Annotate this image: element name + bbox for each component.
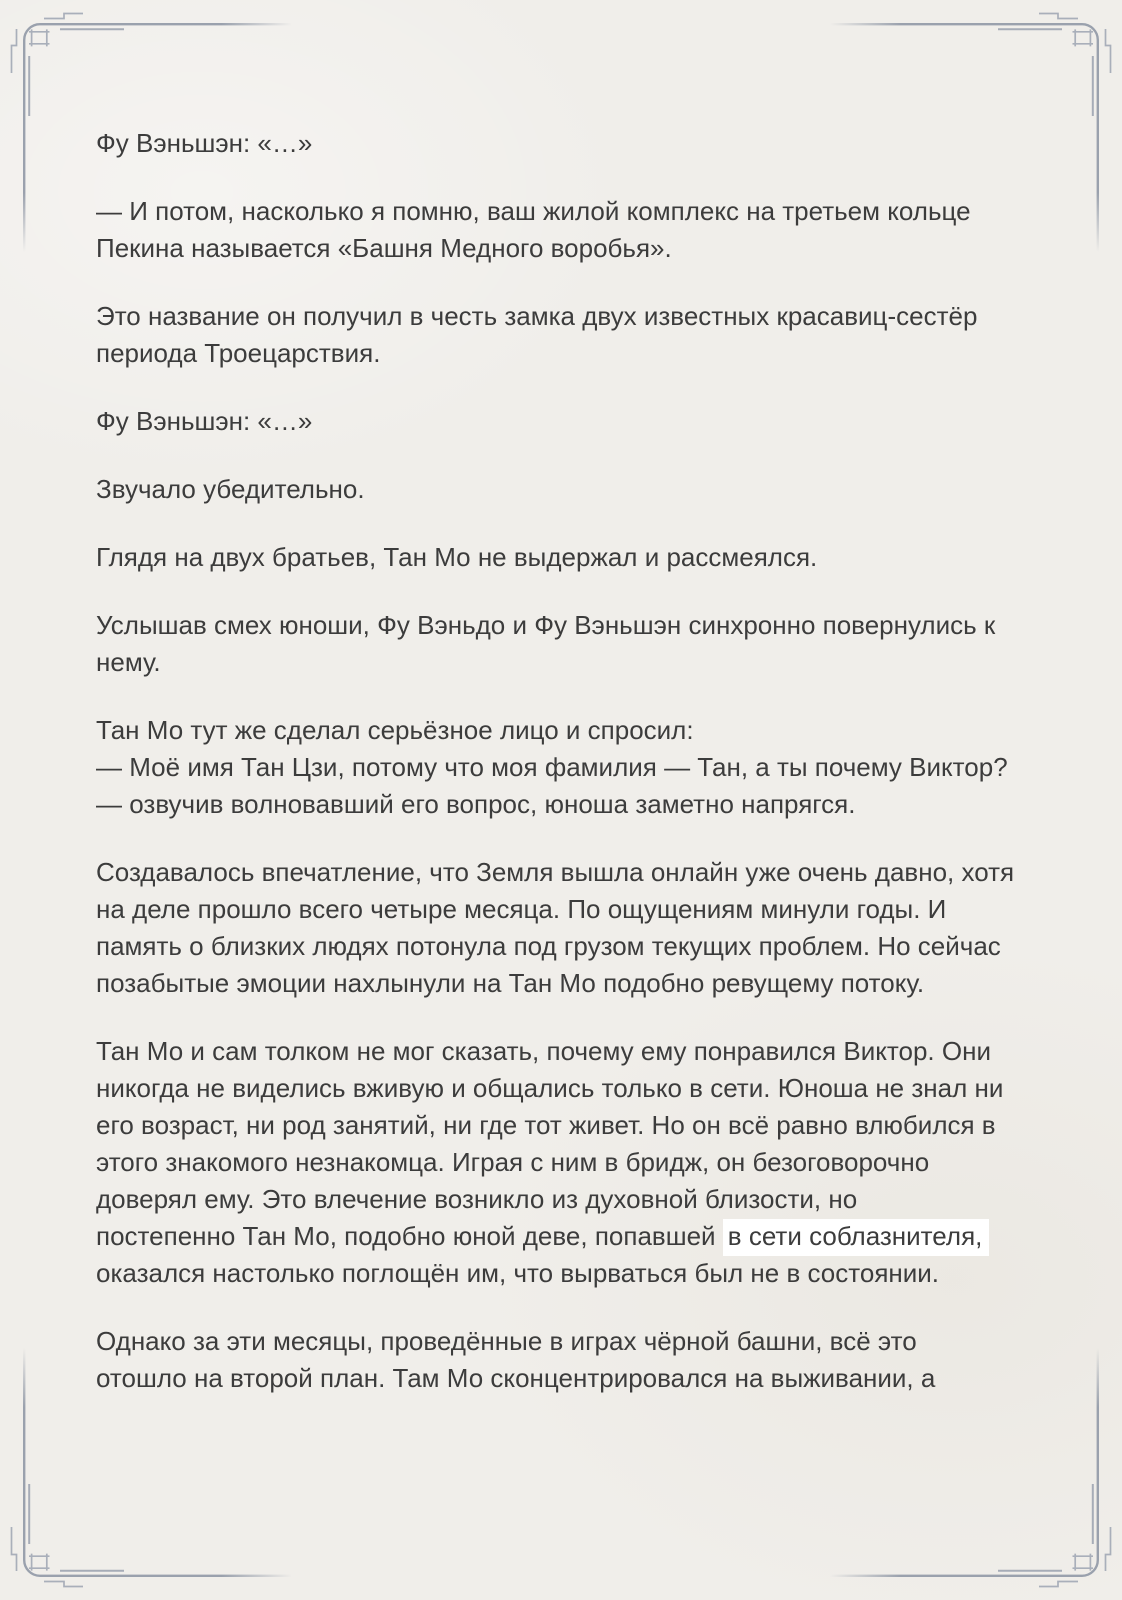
text-line bbox=[96, 125, 1031, 162]
text-line bbox=[96, 403, 1031, 440]
text-line bbox=[96, 644, 1031, 681]
text-segment: Услышав смех юноши, Фу Вэньдо и Фу Вэньшэн синхронно повернулись к bbox=[96, 610, 996, 640]
text-line bbox=[96, 928, 1031, 965]
text-line bbox=[96, 1181, 1031, 1218]
text-segment: Тан Мо тут же сделал серьёзное лицо и спросил: bbox=[96, 715, 694, 745]
text-segment: Фу Вэньшэн: «…» bbox=[96, 406, 313, 436]
text-segment: периода Троецарствия. bbox=[96, 338, 381, 368]
text-segment: постепенно Тан Мо, подобно юной деве, попавшей bbox=[96, 1221, 723, 1251]
paragraph bbox=[96, 125, 1031, 162]
text-line bbox=[96, 1255, 1031, 1292]
text-line bbox=[96, 965, 1031, 1002]
text-line bbox=[96, 471, 1031, 508]
text-line bbox=[96, 193, 1031, 230]
text-segment: отошло на второй план. Там Мо сконцентрировался на выживании, а bbox=[96, 1363, 936, 1393]
text-line bbox=[96, 1218, 1031, 1255]
text-segment: на деле прошло всего четыре месяца. По ощущениям минули годы. И bbox=[96, 894, 947, 924]
text-line bbox=[96, 607, 1031, 644]
text-segment: Тан Мо и сам толком не мог сказать, почему ему понравился Виктор. Они bbox=[96, 1036, 991, 1066]
text-segment: — И потом, насколько я помню, ваш жилой комплекс на третьем кольце bbox=[96, 196, 971, 226]
text-line bbox=[96, 749, 1031, 786]
text-line bbox=[96, 1070, 1031, 1107]
text-line bbox=[96, 230, 1031, 267]
paragraph bbox=[96, 403, 1031, 440]
paragraph bbox=[96, 539, 1031, 576]
text-segment: Однако за эти месяцы, проведённые в играх чёрной башни, всё это bbox=[96, 1326, 917, 1356]
text-line bbox=[96, 539, 1031, 576]
paragraph bbox=[96, 712, 1031, 823]
paragraph bbox=[96, 298, 1031, 372]
text-segment: — Моё имя Тан Цзи, потому что моя фамилия — Тан, а ты почему Виктор? bbox=[96, 752, 1008, 782]
text-segment: Создавалось впечатление, что Земля вышла онлайн уже очень давно, хотя bbox=[96, 857, 1015, 887]
text-line bbox=[96, 335, 1031, 372]
paragraph bbox=[96, 471, 1031, 508]
text-line bbox=[96, 712, 1031, 749]
text-segment: Глядя на двух братьев, Тан Мо не выдержал и рассмеялся. bbox=[96, 542, 818, 572]
text-segment: нему. bbox=[96, 647, 161, 677]
text-segment: — озвучив волновавший его вопрос, юноша заметно напрягся. bbox=[96, 789, 856, 819]
text-segment: Фу Вэньшэн: «…» bbox=[96, 128, 313, 158]
text-line bbox=[96, 891, 1031, 928]
text-segment: Звучало убедительно. bbox=[96, 474, 365, 504]
paragraph bbox=[96, 854, 1031, 1002]
text-segment: его возраст, ни род занятий, ни где тот живет. Но он всё равно влюбился в bbox=[96, 1110, 996, 1140]
paragraph bbox=[96, 607, 1031, 681]
text-line bbox=[96, 1107, 1031, 1144]
text-line bbox=[96, 1323, 1031, 1360]
paragraph bbox=[96, 1033, 1031, 1292]
text-line bbox=[96, 1144, 1031, 1181]
text-segment: доверял ему. Это влечение возникло из духовной близости, но bbox=[96, 1184, 858, 1214]
text-line bbox=[96, 1360, 1031, 1397]
text-segment: никогда не виделись вживую и общались только в сети. Юноша не знал ни bbox=[96, 1073, 1004, 1103]
text-segment: Это название он получил в честь замка двух известных красавиц-сестёр bbox=[96, 301, 978, 331]
text-line bbox=[96, 786, 1031, 823]
text-line bbox=[96, 1033, 1031, 1070]
text-segment: позабытые эмоции нахлынули на Тан Мо подобно ревущему потоку. bbox=[96, 968, 925, 998]
text-line bbox=[96, 854, 1031, 891]
text-segment: этого знакомого незнакомца. Играя с ним в бридж, он безоговорочно bbox=[96, 1147, 930, 1177]
paragraph bbox=[96, 193, 1031, 267]
text-segment: оказался настолько поглощён им, что вырваться был не в состоянии. bbox=[96, 1258, 940, 1288]
paragraph bbox=[96, 1323, 1031, 1397]
text-segment: память о близких людях потонула под грузом текущих проблем. Но сейчас bbox=[96, 931, 1001, 961]
highlighted-text: в сети соблазнителя, bbox=[723, 1219, 990, 1256]
page-text bbox=[96, 125, 1031, 1428]
text-line bbox=[96, 298, 1031, 335]
text-segment: Пекина называется «Башня Медного воробья». bbox=[96, 233, 672, 263]
